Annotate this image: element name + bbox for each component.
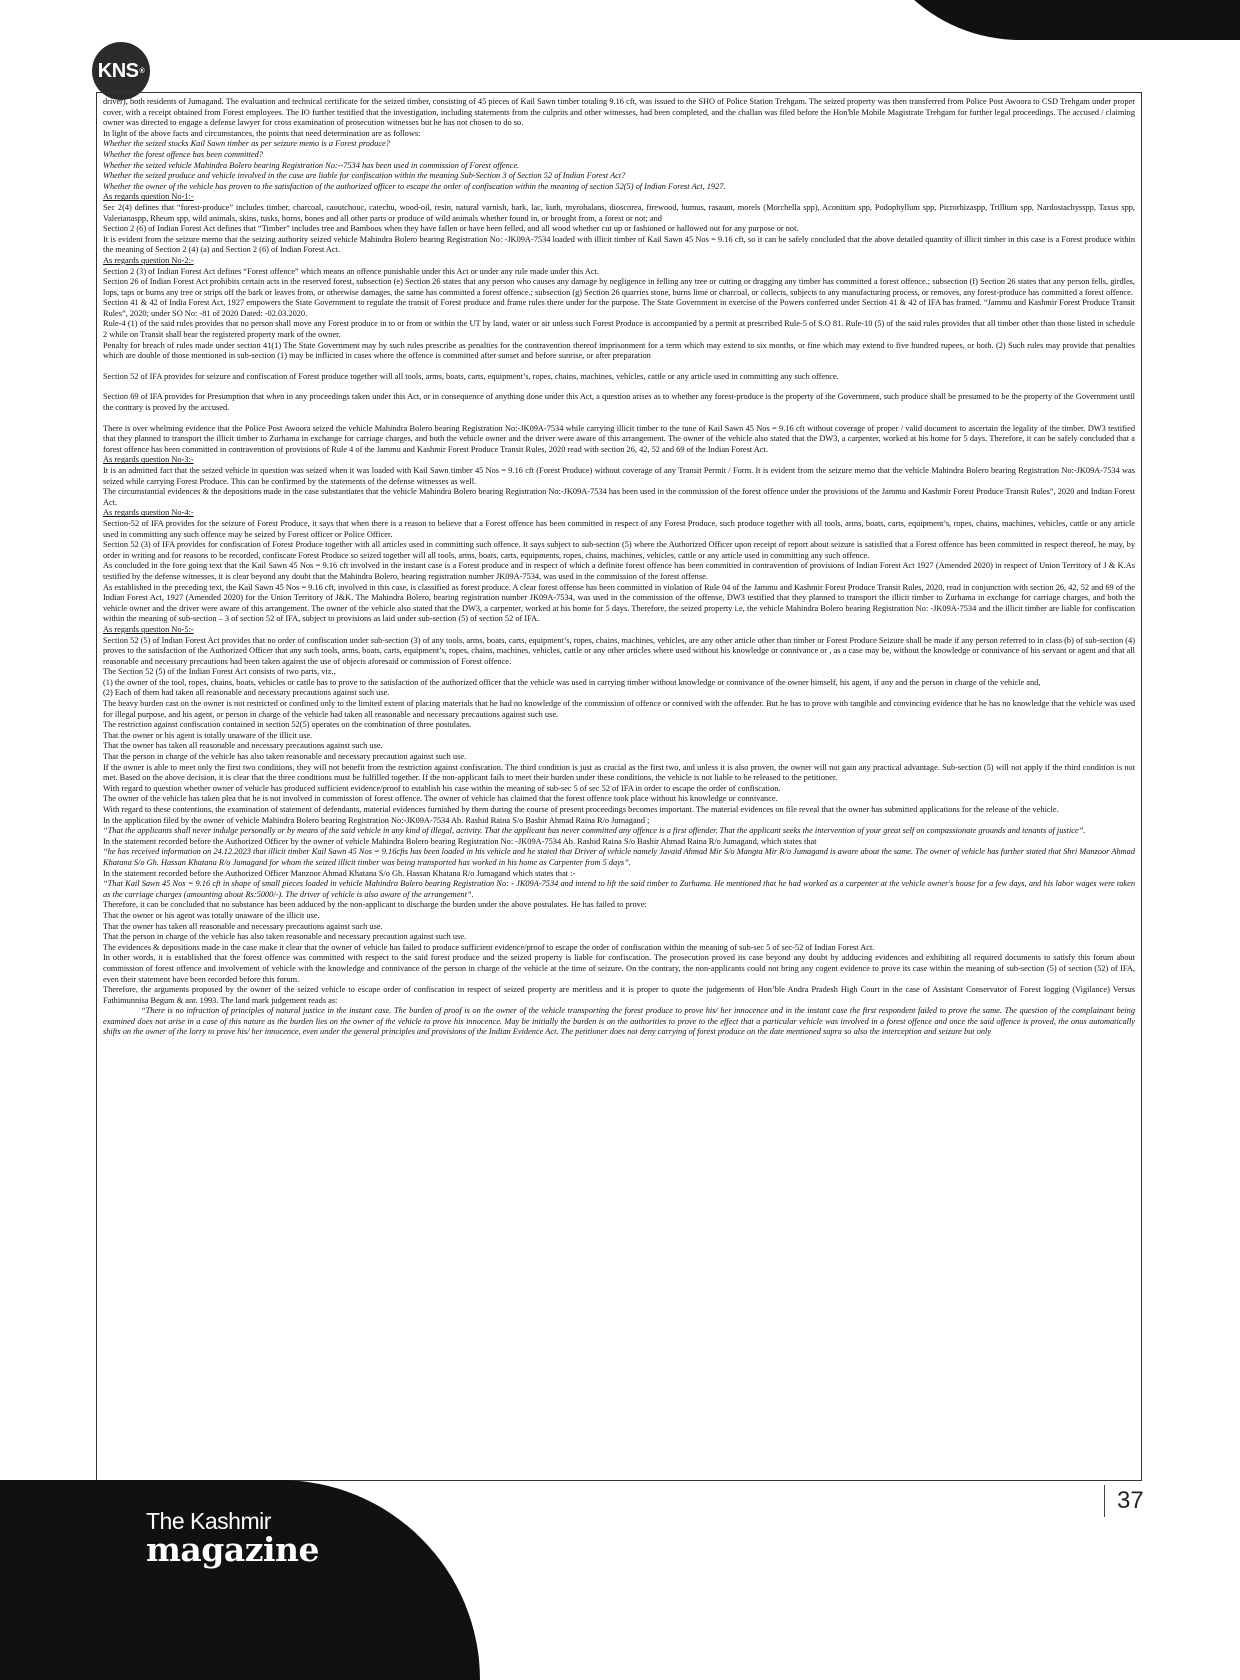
article-paragraph: As established in the preceding text, the Kail Sawn 45 Nos = 9.16 cft, involved in this case, is classified as forest produce. A clear forest offense has been committed in violation of Rule 04 of the Jammu and Kashmir Forest Produce Transit Rules, 2020, read in conjunction with section 26, 42, 52 and 69 of the Indian Forest Act, 1927 (Amended 2020) for the Union Territory of J&K. The Mahindra Bolero, bearing registration number JK09A-7534, was used in the commission of the offense, DW3 testified that they planned to transport the illicit timber to Zurhama in exchange for carriage charges, and both the vehicle owner and the driver were aware of this arrangement. The owner of the vehicle also stated that the DW3, a carpenter, worked at his home for 5 days. Therefore, the seized property i.e, the vehicle Mahindra Bolero bearing Registration No: -JK09A-7534 and the illicit timber are liable for confiscation within the meaning of sub-section – 3 of section 52 of IFA, subject to provisions as laid under sub-section (5) of section 52 of IFA. (103, 582, 1135, 624)
logo-text: KNS (97, 59, 139, 82)
brand-bottom-line: magazine (146, 1530, 320, 1569)
article-paragraph: Penalty for breach of rules made under section 41(1) The State Government may by such rules prescribe as penalties for the contravention thereof imprisonment for a term which may extend to six months, or fine which may extend to five hundred rupees, or both. (2) Such rules may provide that penalties which are double of those mentioned in sub-section (1) may be inflicted in cases where the offence is committed after sunset and before sunrise, or after preparation (103, 340, 1135, 361)
page-number: 37 (1104, 1485, 1144, 1517)
article-paragraph: That the owner or his agent is totally unaware of the illicit use. (103, 730, 313, 740)
article-paragraph: “he has received information on 24.12.2023 that illicit timber Kail Sawn 45 Nos = 9.16cfts has been loaded in his vehicle and he stated that Driver of vehicle namely Javaid Ahmad Mir S/o Mangta Mir R/o Jumagand is aware about the same. The owner of vehicle has further stated that Shri Manzoor Ahmad Khatana S/o Gh. Hassan Khatana R/o Jumagand for whom the seized illicit timber was being transported has worked in his home as Carpenter from 5 days”. (103, 847, 1135, 867)
article-paragraph: With regard to question whether owner of vehicle has produced sufficient evidence/proof to establish his case within the meaning of sub-sec 5 of sec 52 of IFA in order to escape the order of confiscation. (103, 783, 781, 793)
article-paragraph: In the statement recorded before the Authorized Officer Manzoor Ahmad Khatana S/o Gh. Hassan Khatana R/o Jumagand which states that :- (103, 868, 576, 878)
article-paragraph: “That Kail Sawn 45 Nos = 9.16 cft in shape of small pieces loaded in vehicle Mahindra Bolero bearing Registration No: - JK09A-7534 and intend to lift the said timber to Zurhama. He mentioned that he had worked as a carpenter at the vehicle owner's house for a few days, and his labor wages were taken as the carriage charges (amounting about Rs:5000/-). The driver of vehicle is also aware of the arrangement”. (103, 879, 1135, 899)
article-paragraph: As regards question No-2:- (103, 255, 194, 265)
article-paragraph: That the owner has taken all reasonable and necessary precautions against such use. (103, 921, 383, 931)
article-paragraph: “There is no infraction of principles of natural justice in the instant case. The burden of proof is on the owner of the vehicle transporting the forest produce to prove his/ her innocence and in the instant case the first respondent failed to prove the same. The question of the complainant being examined does not arise in a case of this nature as the burden lies on the owner of the vehicle to prove his innocence. May be initially the burden is on the authorities to prove to the effect that a particular vehicle was involved in a forest offence and once the said offence is proved, the onus automatically shifts on the owner of the lorry to prove his/ her innocence, even under the general principles and provisions of the Indian Evidence Act. The petitioner does not deny carrying of forest produce on the date mentioned supra so also the interception and seizure but only (103, 1006, 1135, 1037)
article-paragraph: Whether the forest offence has been committed? (103, 149, 264, 159)
article-paragraph: Section 52 of IFA provides for seizure and confiscation of Forest produce together will all tools, arms, boats, carts, equipment’s, ropes, chains, machines, vehicles, cattle or any article used in committing any such offence. (103, 371, 839, 381)
article-paragraph: As regards question No-5:- (103, 624, 194, 634)
article-paragraph: There is over whelming evidence that the Police Post Awoora seized the vehicle Mahindra Bolero bearing Registration No:-JK09A-7534 while carrying illicit timber to the tune of Kail Sawn 45 Nos = 9.16 cft without coverage of proper / valid document to ascertain the legality of the timber. DW3 testified that they planned to transport the illicit timber to Zurhama in exchange for carriage charges, and both the vehicle owner and the driver were aware of this arrangement. The owner of the vehicle also stated that the DW3, a carpenter, worked at his home for 5 days. Therefore, it can be safely concluded that a forest offence has been committed in contravention of provisions of Rule 4 of the Jammu and Kashmir Forest Produce Transit Rules, 2020 read with section 26, 42, 52 and 69 of the Indian Forest Act. (103, 423, 1135, 454)
article-paragraph: As regards question No-4:- (103, 508, 194, 518)
article-body (96, 92, 1142, 1481)
article-paragraph: With regard to these contentions, the examination of statement of defendants, material evidences furnished by them during the course of present proceedings becomes important. The material evidences on file reveal that the owner has submitted applications for the release of the vehicle. (103, 805, 1059, 814)
article-paragraph: That the owner has taken all reasonable and necessary precautions against such use. (103, 741, 383, 751)
article-paragraph: The circumstantial evidences & the depositions made in the case substantiates that the vehicle Mahindra Bolero bearing Registration No:-JK09A-7534 has been used in the commission of the forest offence under the provisions of the Jammu and Kashmir Forest Produce Transit Rules”, 2020 and Indian Forest Act. (103, 487, 1135, 507)
article-paragraph: Whether the owner of the vehicle has proven to the satisfaction of the authorized officer to escape the order of confiscation within the meaning of section 52(5) of Indian Forest Act, 1927. (103, 181, 726, 191)
article-paragraph: Section 52 (3) of IFA provides for confiscation of Forest Produce together with all articles used in committing such offence. It says subject to sub-section (5) where the Authorized Officer upon receipt of report about seizure is satisfied that a Forest offence has been committed in respect thereof, he may, by order in writing and for reasons to be recorded, confiscate Forest Produce so seized together will all tools, arms, boats, carts, equipments, ropes, chains, machines, vehicles, cattle or any article used in committing any such offence. (103, 540, 1135, 560)
article-paragraph: It is an admitted fact that the seized vehicle in question was seized when it was loaded with Kail Sawn timber 45 Nos = 9.16 cft (Forest Produce) without coverage of any Transit Permit / Form. It is evident from the seizure memo that the vehicle Mahindra Bolero bearing Registration No:-JK09A-7534 was seized while carrying Forest Produce. This can be confirmed by the statements of the defense witnesses as well. (103, 466, 1135, 486)
article-paragraph: As regards question No-3:- (103, 455, 194, 465)
article-paragraph: Rule-4 (1) of the said rules provides that no person shall move any Forest produce in to or from or within the UT by land, water or air unless such Forest Produce is accompanied by a permit at prescribed Rule-5 of S.O 81. Rule-10 (5) of the said rules provides that all timber other than those listed in schedule 2 while on Transit shall bear the registered property mark of the owner. (103, 319, 1135, 340)
article-paragraph: Section 41 & 42 of India Forest Act, 1927 empowers the State Government to regulate the transit of Forest produce and frame rules there under for the purpose. The State Government in exercise of the Powers conferred under Section 41 & 42 of IFA has framed. “Jammu and Kashmir Forest Produce Transit Rules”, 2020; under SO No: -81 of 2020 Dated: -02.03.2020. (103, 298, 1135, 318)
article-paragraph: As concluded in the fore going text that the Kail Sawn 45 Nos = 9.16 cft involved in the instant case is a Forest produce and in respect of which a definite forest offence has been committed in contravention of provisions of Indian Forest Act 1927 (Amended 2020) in respect of Union Territory of J & K.As testified by the defense witnesses, it is clear beyond any doubt that the Mahindra Bolero, bearing registration number JK09A-7534, was used in the commission of the forest offense. (103, 561, 1135, 581)
article-paragraph: In light of the above facts and circumstances, the points that need determination are as follows: (103, 128, 421, 138)
article-paragraph: Therefore, the arguments proposed by the owner of the seized vehicle to escape order of confiscation in respect of seized property are meritless and it is proper to quote the judgements of Hon’ble Andra Pradesh High Court in the case of Assistant Conservator of Forest logging (Vigilance) Versus Fathimunnisa Begum & anr. 1993. The land mark judgement reads as: (103, 985, 1135, 1005)
article-paragraph: Section 69 of IFA provides for Presumption that when in any proceedings taken under this Act, or in consequence of anything done under this Act, a question arises as to whether any forest-produce is the property of the Government, such produce shall be presumed to be the property of the Government until the contrary is proved by the accused. (103, 392, 1135, 413)
article-paragraph: Section-52 of IFA provides for the seizure of Forest Produce, it says that when there is a reason to believe that a Forest offence has been committed in respect of any Forest Produce, such produce together with all tools, arms, boats, carts, equipment’s, ropes, chains, machines, vehicles, cattle or any article used in committing any such offence may be seized by Forest officer or Police Officer. (103, 518, 1135, 539)
article-paragraph: In the application filed by the owner of vehicle Mahindra Bolero bearing Registration No:-JK09A-7534 Ab. Rashid Raina S/o Bashir Ahmad Raina R/o Jumagand ; (103, 815, 650, 825)
registered-mark: ® (139, 67, 145, 75)
article-paragraph: Whether the seized vehicle Mahindra Bolero bearing Registration No:--7534 has been used in commission of Forest offence. (103, 160, 520, 170)
article-paragraph: (1) the owner of the tool, ropes, chains, boats, vehicles or cattle has to prove to the satisfaction of the authorized officer that the vehicle was used in carrying timber without knowledge or connivance of the owner himself, his agent, if any and the person in charge of the vehicle and, (103, 677, 1041, 687)
article-paragraph: The evidences & depositions made in the case make it clear that the owner of vehicle has failed to produce sufficient evidence/proof to escape the order of confiscation within the meaning of sub-sec 5 of sec-52 of Indian Forest Act. (103, 942, 875, 952)
article-paragraph: driver), both residents of Jumagand. The evaluation and technical certificate for the seized timber, consisting of 45 pieces of Kail Sawn timber totaling 9.16 cft, was issued to the SHO of Police Station Trehgam. The seized property was then transferred from Police Post Awoora to CSD Trehgam under proper cover, with a receipt obtained from Forest employees. The IO further testified that the investigation, including statements from the culprits and other witnesses, had been completed, and the challan was filed before the Hon'ble Mobile Magistrate Trehgam for further legal proceedings. The accused / claiming owner was directed to engage a defense lawyer for cross examination of prosecution witnesses but he has not chosen to do so. (103, 97, 1135, 128)
brand-top-line: The Kashmir (146, 1508, 271, 1534)
article-paragraph: The Section 52 (5) of the Indian Forest Act consists of two parts, viz., (103, 667, 336, 677)
article-paragraph: That the owner or his agent was totally unaware of the illicit use. (103, 910, 320, 920)
article-paragraph: Sec 2(4) defines that “forest-produce” includes timber, charcoal, caoutchouc, catechu, wood-oil, resin, natural varnish, bark, lac, kuth, myrobalans, dioscorea, firewood, humus, rasaunt, morels (Morchella spp), Aconitum spp, Podophyllum spp, Picrorhizaspp, Trillium spp, Nardostachysspp, Taxus spp, Valerianaspp, Rheum spp, wild animals, skins, tusks, horns, bones and all other parts or produce of wild animals whether found in, or brought from, a forest or not; and (103, 202, 1135, 223)
article-paragraph: As regards question No-1:- (103, 192, 194, 202)
article-paragraph: Section 2 (3) of Indian Forest Act defines “Forest offence” which means an offence punishable under this Act or under any rule made under this Act. (103, 266, 599, 276)
header-corner-shape (860, 0, 1240, 40)
article-paragraph: The restriction against confiscation contained in section 52(5) operates on the combination of three postulates. (103, 720, 472, 730)
article-paragraph: Section 26 of Indian Forest Act prohibits certain acts in the reserved forest, subsection (e) Section 26 states that any person who causes any damage by negligence in felling any tree or cutting or dragging any timber has committed a forest offence.; subsection (f) Section 26 states that any person fells, girdles, lops, taps or burns any tree or strips off the bark or leaves from, or otherwise damages, the same has committed a forest offence.; subsection (g) Section 26 quarries stone, burns lime or charcoal, or collects, subjects to any manufacturing process, or removes, any forest-produce has committed a forest offence. (103, 277, 1135, 297)
article-paragraph: Section 52 (5) of Indian Forest Act provides that no order of confiscation under sub-section (3) of any tools, arms, boats, carts, equipment’s, ropes, chains, machines, vehicles, are any other article other than timber or Forest Produce Seizure shall be made if any person referred to in class (b) of sub-section (4) proves to the satisfaction of the Authorized Officer that any such tools, arms, boats, carts, equipment’s, ropes, chains, machines, vehicles, cattle or any other articles where used without his knowledge or connivance or , as a case may be, without the knowledge or connivance of his servant or agent and that all reasonable and necessary precautions had been taken against the use of objects aforesaid or commission of Forest offence. (103, 635, 1135, 666)
article-paragraph: Section 2 (6) of Indian Forest Act defines that “Timber” includes tree and Bamboos when they have fallen or have been felled, and all wood whether cut up or fashioned or hallowed out for any purpose or not. (103, 224, 799, 234)
article-paragraph: The owner of the vehicle has taken plea that he is not involved in commission of forest offence. The owner of vehicle has claimed that the forest offence took place without his knowledge or connivance. (103, 794, 778, 804)
article-paragraph: It is evident from the seizure memo that the seizing authority seized vehicle Mahindra Bolero bearing Registration No: -JK09A-7534 loaded with illicit timber of Kail Sawn 45 Nos = 9.16 cft, so it can be safely concluded that the above detailed quantity of illicit timber in this case is a Forest produce within the meaning of Section 2 (4) (a) and Section 2 (6) of Indian Forest Act. (103, 234, 1135, 255)
article-paragraph: That the person in charge of the vehicle has also taken reasonable and necessary precaution against such use. (103, 932, 467, 942)
article-paragraph: If the owner is able to meet only the first two conditions, they will not benefit from the restriction against confiscation. The third condition is just as crucial as the first two, and unless it is also proven, the owner will not gain any practical advantage. Sub-section (5) will not apply if the third condition is not met. Based on the above decision, it is clear that the three conditions must be fulfilled together. If the non-applicant fails to meet their burden under these conditions, the vehicle is not liable to be released to the petitioner. (103, 762, 1135, 783)
article-paragraph: (2) Each of them had taken all reasonable and necessary precautions against such use. (103, 688, 390, 698)
article-paragraph: In the statement recorded before the Authorized Officer by the owner of vehicle Mahindra Bolero bearing Registration No: -JK09A-7534 Ab. Rashid Raina S/o Bashir Ahmad Raina R/o Jumagand, which states that (103, 836, 817, 846)
article-paragraph: “That the applicants shall never indulge personally or by means of the said vehicle in any kind of illegal, activity. That the applicant has never committed any offence is a first offender. That the applicant seeks the intervention of your great self on compassionate grounds and tenants of justice”. (103, 826, 1086, 836)
article-paragraph: Whether the seized produce and vehicle involved in the case are liable for confiscation within the meaning Sub-Section 3 of Section 52 of Indian Forest Act? (103, 171, 626, 181)
magazine-brand (146, 1508, 320, 1569)
article-paragraph: The heavy burden cast on the owner is not restricted or confined only to the limited extent of placing materials that he had no knowledge of the commission of offence or connived with the offender. But he has to prove with tangible and convincing evidence that he has no knowledge that the vehicle was used for illegal purpose, and his agent, or person in charge of the vehicle had taken all reasonable and necessary precautions against such use. (103, 699, 1135, 719)
article-paragraph: That the person in charge of the vehicle has also taken reasonable and necessary precaution against such use. (103, 752, 467, 762)
article-paragraph: Whether the seized stocks Kail Sawn timber as per seizure memo is a Forest produce? (103, 139, 390, 149)
article-paragraph: In other words, it is established that the forest offence was committed with respect to the said forest produce and the seized property is liable for confiscation. The prosecution proved its case beyond any doubt by adducing evidences and exhibiting all required documents to satisfy this forum about commission of forest offence and involvement of vehicle with the knowledge and connivance of the person in charge of the vehicle at the time of seizure. On the contrary, the non-applicants could not bring any cogent evidence to prove its case within the meaning of sub-section (5) of section (52) of IFA, even their statement have been recorded before this forum. (103, 953, 1135, 984)
article-paragraph: Therefore, it can be concluded that no substance has been adduced by the non-applicant to discharge the burden under the above postulates. He has failed to prove: (103, 900, 647, 910)
